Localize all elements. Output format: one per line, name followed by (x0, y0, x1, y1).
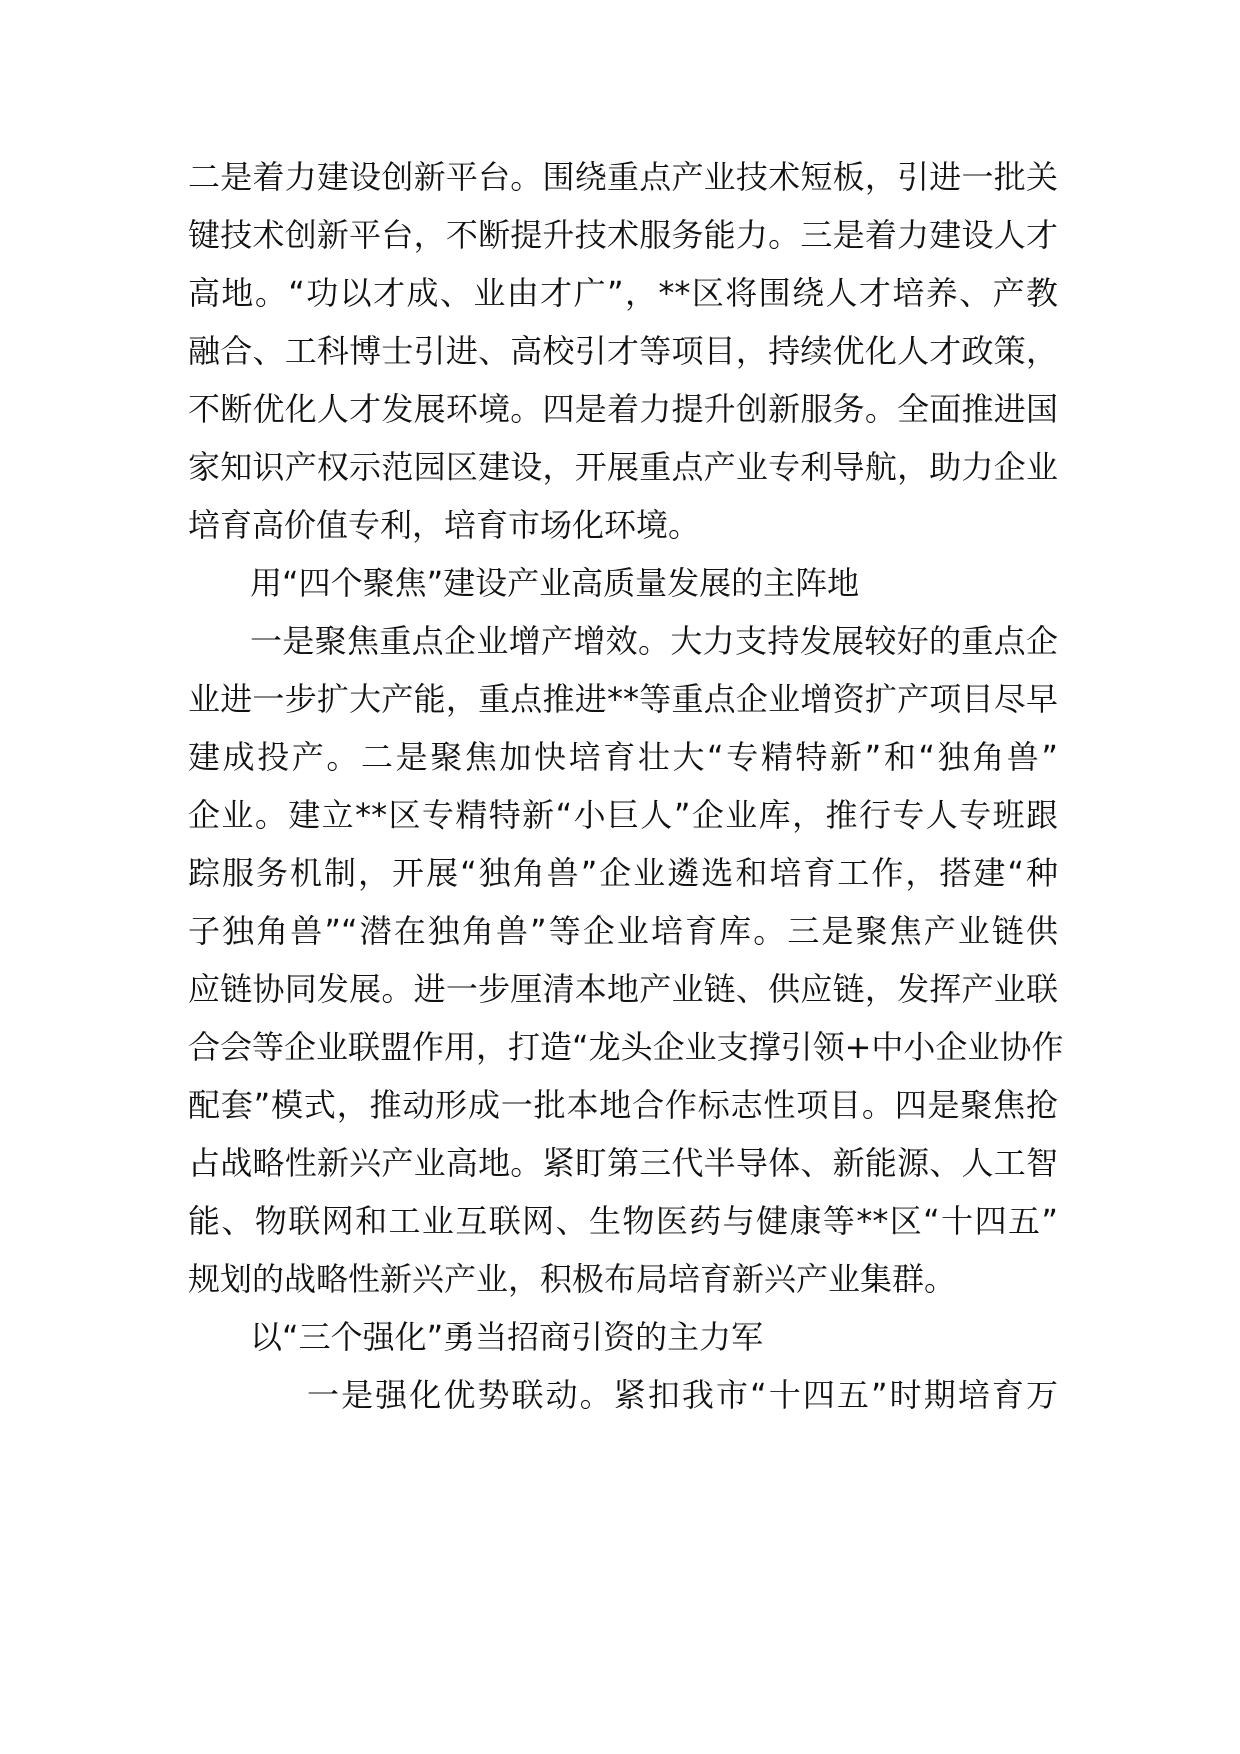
body-text-line: 融合、工科博士引进、高校引才等项目，持续优化人才政策， (188, 332, 1058, 370)
section-heading: 用“四个聚焦”建设产业高质量发展的主阵地 (250, 564, 860, 602)
body-text-line: 培育高价值专利，培育市场化环境。 (188, 506, 701, 544)
body-text-line: 二是着力建设创新平台。围绕重点产业技术短板，引进一批关 (188, 158, 1058, 196)
body-text-line: 家知识产权示范园区建设，开展重点产业专利导航，助力企业 (188, 448, 1058, 486)
body-text-line: 企业。建立**区专精特新“小巨人”企业库，推行专人专班跟 (188, 796, 1058, 834)
body-text-line: 踪服务机制，开展“独角兽”企业遴选和培育工作，搭建“种 (188, 854, 1058, 892)
body-text-line: 高地。“功以才成、业由才广”，**区将围绕人才培养、产教 (188, 274, 1058, 312)
body-text-line: 子独角兽”“潜在独角兽”等企业培育库。三是聚焦产业链供 (188, 912, 1058, 950)
body-text-line: 一是聚焦重点企业增产增效。大力支持发展较好的重点企 (250, 622, 1058, 660)
body-text-line: 键技术创新平台，不断提升技术服务能力。三是着力建设人才 (188, 216, 1058, 254)
body-text-line: 能、物联网和工业互联网、生物医药与健康等**区“十四五” (188, 1202, 1058, 1240)
body-text-line: 应链协同发展。进一步厘清本地产业链、供应链，发挥产业联 (188, 970, 1058, 1008)
body-text-line: 配套”模式，推动形成一批本地合作标志性项目。四是聚焦抢 (188, 1086, 1058, 1124)
section-heading: 以“三个强化”勇当招商引资的主力军 (250, 1318, 764, 1356)
body-text-line: 建成投产。二是聚焦加快培育壮大“专精特新”和“独角兽” (188, 738, 1058, 776)
body-text-line: 一是强化优势联动。紧扣我市“十四五”时期培育万 (307, 1376, 1058, 1414)
body-text-line: 占战略性新兴产业高地。紧盯第三代半导体、新能源、人工智 (188, 1144, 1058, 1182)
body-text-line: 规划的战略性新兴产业，积极布局培育新兴产业集群。 (188, 1260, 957, 1298)
body-text-line: 不断优化人才发展环境。四是着力提升创新服务。全面推进国 (188, 390, 1058, 428)
body-text-line: 业进一步扩大产能，重点推进**等重点企业增资扩产项目尽早 (188, 680, 1058, 718)
body-text-line: 合会等企业联盟作用，打造“龙头企业支撑引领+中小企业协作 (188, 1028, 1064, 1066)
